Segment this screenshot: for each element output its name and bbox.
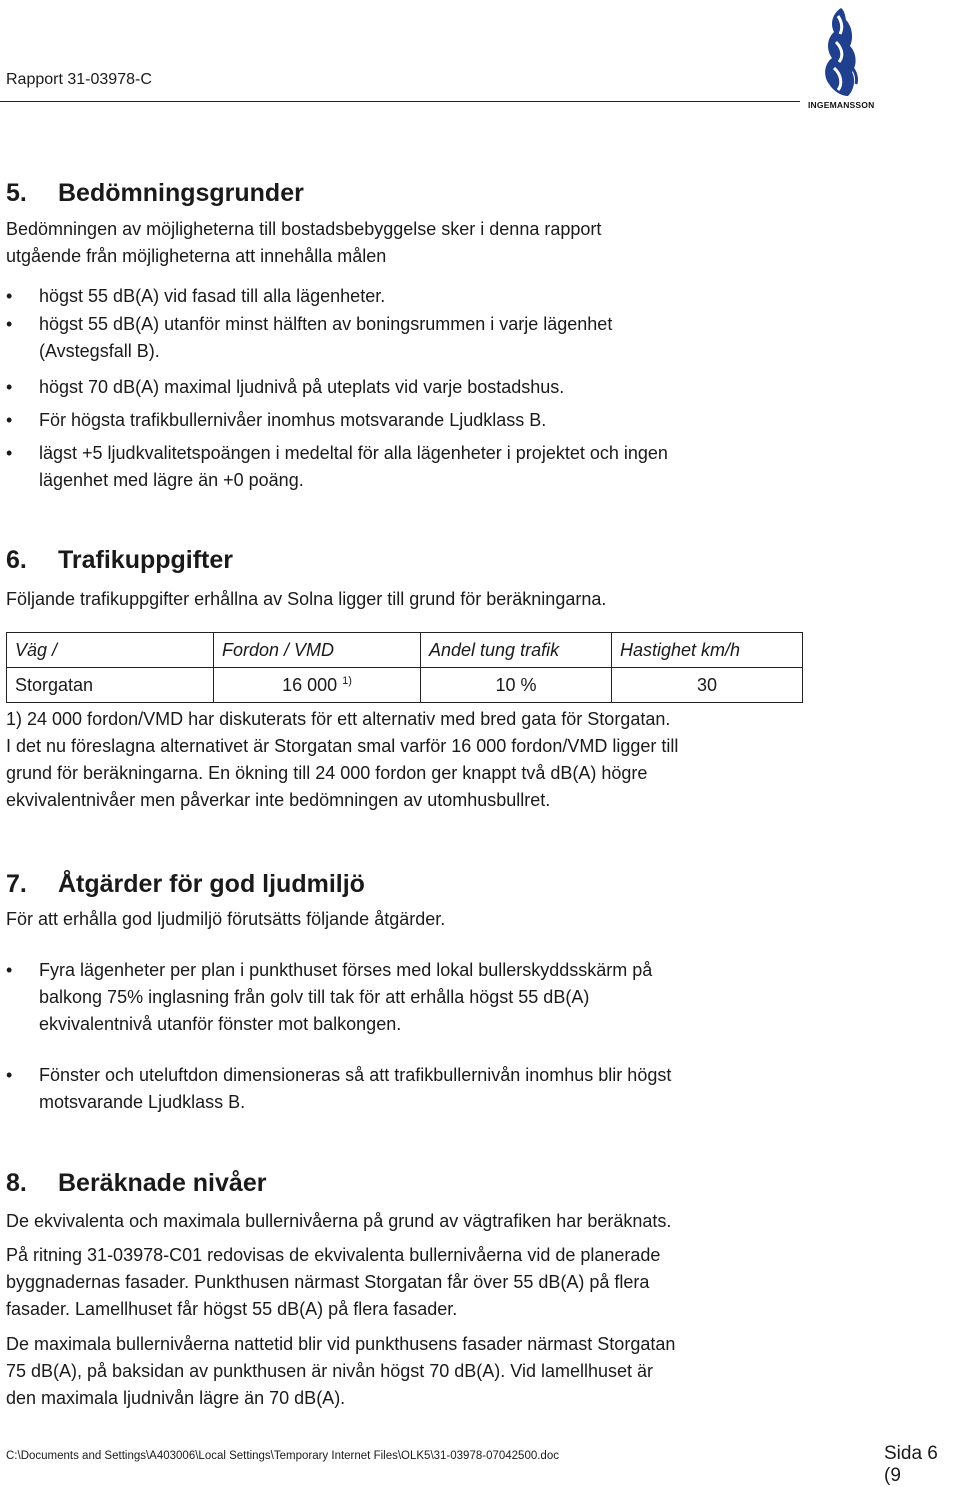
- table-header-cell: Väg /: [7, 633, 214, 668]
- paragraph-line: byggnadernas fasader. Punkthusen närmast Storgatan får över 55 dB(A) på flera: [6, 1272, 650, 1292]
- ingemansson-logo: [808, 4, 874, 112]
- intro-line: utgående från möjligheterna att innehålla målen: [6, 246, 387, 266]
- list-item-text: lägst +5 ljudkvalitetspoängen i medeltal för alla lägenheter i projektet och ingen: [39, 443, 668, 463]
- table-cell-vmd: [214, 668, 421, 703]
- list-item-text: (Avstegsfall B).: [39, 341, 160, 361]
- note-line: I det nu föreslagna alternativet är Storgatan smal varför 16 000 fordon/VMD ligger till: [6, 736, 679, 756]
- logo-text: INGEMANSSON: [808, 100, 875, 110]
- traffic-table: [6, 632, 803, 703]
- report-id: Rapport 31-03978-C: [6, 71, 152, 88]
- section-8-heading: [6, 1169, 266, 1198]
- list-item-text: För högsta trafikbullernivåer inomhus motsvarande Ljudklass B.: [39, 410, 547, 430]
- vmd-value: 16 000: [282, 674, 338, 695]
- list-item-text: ekvivalentnivå utanför fönster mot balkongen.: [39, 1014, 402, 1034]
- paragraph-line: På ritning 31-03978-C01 redovisas de ekvivalenta bullernivåerna vid de planerade: [6, 1245, 661, 1265]
- section-5-title: Bedömningsgrunder: [58, 179, 304, 207]
- note-line: grund för beräkningarna. En ökning till 24 000 fordon ger knappt två dB(A) högre: [6, 763, 648, 783]
- list-item-text: motsvarande Ljudklass B.: [39, 1092, 246, 1112]
- section-5-number: 5.: [6, 179, 27, 207]
- shell-icon: [808, 4, 874, 100]
- bullet-icon: •: [6, 410, 13, 430]
- section-5-intro: [6, 216, 601, 270]
- paragraph-line: 75 dB(A), på baksidan av punkthusen är nivån högst 70 dB(A). Vid lamellhuset är: [6, 1361, 654, 1381]
- bullet-icon: •: [6, 286, 13, 306]
- section-8-number: 8.: [6, 1169, 27, 1197]
- paragraph-line: fasader. Lamellhuset får högst 55 dB(A) på flera fasader.: [6, 1299, 458, 1319]
- list-item-text: lägenhet med lägre än +0 poäng.: [39, 470, 304, 490]
- table-cell-speed: 30: [612, 668, 803, 703]
- section-6-number: 6.: [6, 546, 27, 574]
- table-cell-heavy: 10 %: [421, 668, 612, 703]
- section-8-paragraph-1: De ekvivalenta och maximala bullernivåerna på grund av vägtrafiken har beräknats.: [6, 1211, 672, 1231]
- list-item-text: Fönster och uteluftdon dimensioneras så att trafikbullernivån inomhus blir högst: [39, 1065, 672, 1085]
- section-8-paragraph-2: [6, 1242, 660, 1323]
- list-item-text: Fyra lägenheter per plan i punkthuset förses med lokal bullerskyddsskärm på: [39, 960, 653, 980]
- bullet-icon: •: [6, 443, 13, 463]
- section-7-title: Åtgärder för god ljudmiljö: [58, 870, 365, 898]
- intro-line: Bedömningen av möjligheterna till bostadsbebyggelse sker i denna rapport: [6, 219, 602, 239]
- note-line: ekvivalentnivåer men påverkar inte bedömningen av utomhusbullret.: [6, 790, 551, 810]
- table-header-row: [7, 633, 803, 668]
- footnote-marker: 1): [342, 674, 352, 687]
- bullet-icon: •: [6, 314, 13, 334]
- list-item-text: högst 70 dB(A) maximal ljudnivå på uteplats vid varje bostadshus.: [39, 377, 565, 397]
- paragraph-line: De maximala bullernivåerna nattetid blir vid punkthusens fasader närmast Storgatan: [6, 1334, 676, 1354]
- table-row: [7, 668, 803, 703]
- section-8-title: Beräknade nivåer: [58, 1169, 267, 1197]
- section-8-paragraph-3: [6, 1331, 675, 1412]
- section-6-title: Trafikuppgifter: [58, 546, 234, 574]
- note-line: 1) 24 000 fordon/VMD har diskuterats för ett alternativ med bred gata för Storgatan.: [6, 709, 671, 729]
- table-cell-road: Storgatan: [7, 668, 214, 703]
- section-7-heading: [6, 870, 365, 899]
- section-7-number: 7.: [6, 870, 27, 898]
- section-6-heading: [6, 546, 233, 575]
- bullet-icon: •: [6, 1065, 13, 1085]
- list-item-text: högst 55 dB(A) utanför minst hälften av boningsrummen i varje lägenhet: [39, 314, 613, 334]
- table-header-cell: Andel tung trafik: [421, 633, 612, 668]
- header-divider: [0, 101, 800, 102]
- bullet-icon: •: [6, 377, 13, 397]
- section-6-intro: Följande trafikuppgifter erhållna av Solna ligger till grund för beräkningarna.: [6, 589, 607, 609]
- footer-file-path: C:\Documents and Settings\A403006\Local Settings\Temporary Internet Files\OLK5\31-03978-07042500.doc: [6, 1450, 559, 1462]
- bullet-icon: •: [6, 960, 13, 980]
- list-item-text: balkong 75% inglasning från golv till tak för att erhålla högst 55 dB(A): [39, 987, 590, 1007]
- table-header-cell: Fordon / VMD: [214, 633, 421, 668]
- section-6-note: [6, 706, 678, 814]
- list-item-text: högst 55 dB(A) vid fasad till alla lägenheter.: [39, 286, 386, 306]
- page-number: Sida 6 (9: [884, 1443, 938, 1486]
- paragraph-line: den maximala ljudnivån lägre än 70 dB(A).: [6, 1388, 346, 1408]
- table-header-cell: Hastighet km/h: [612, 633, 803, 668]
- section-7-intro: För att erhålla god ljudmiljö förutsätts följande åtgärder.: [6, 909, 446, 929]
- section-5-heading: [6, 179, 304, 208]
